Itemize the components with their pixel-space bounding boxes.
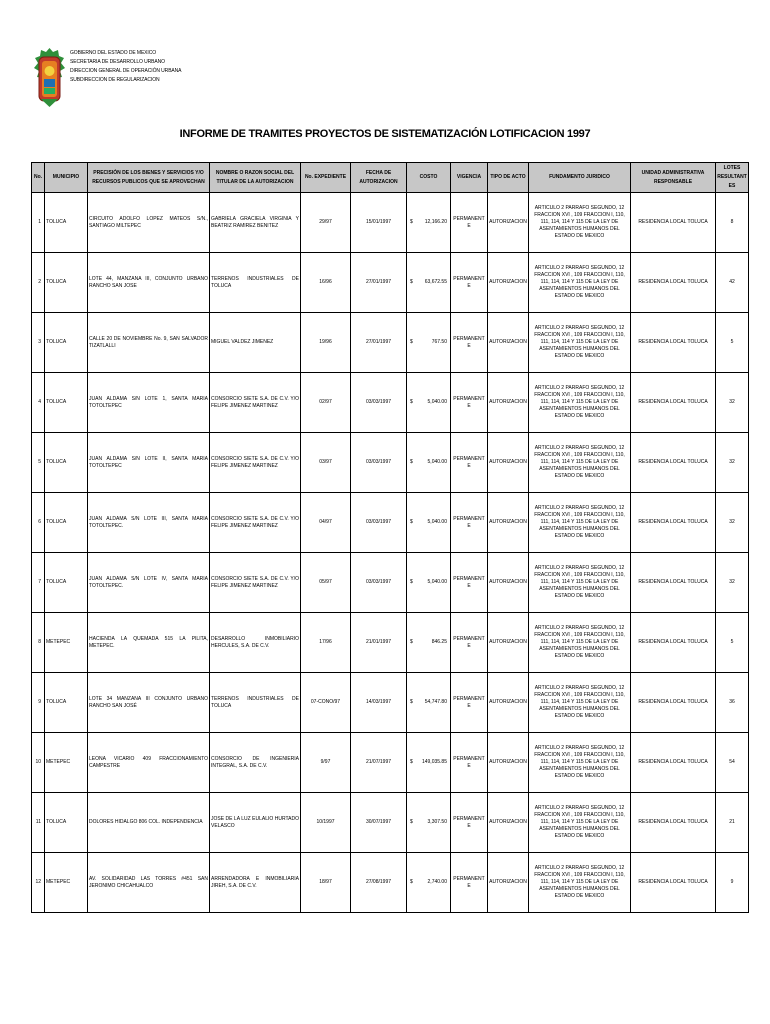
- col-header-fundamento: FUNDAMENTO JURIDICO: [529, 163, 631, 193]
- cell-municipio: TOLUCA: [45, 253, 88, 313]
- cell-vigencia: PERMANENTE: [451, 733, 488, 793]
- cell-tipo: AUTORIZACION: [488, 613, 529, 673]
- cell-no: 12: [32, 853, 45, 913]
- cell-fundamento: ARTICULO 2 PARRAFO SEGUNDO, 12 FRACCION XVI , 109 FRACCION I, 110, 111, 114, 114 Y 115 DE LA LEY DE ASENTAMIENTOS HUMANOS DEL ESTADO DE MEXICO: [529, 493, 631, 553]
- currency-symbol: $: [410, 819, 413, 825]
- cell-fecha: 27/08/1997: [351, 853, 407, 913]
- cell-unidad: RESIDENCIA LOCAL TOLUCA: [631, 193, 716, 253]
- cost-value: 846.25: [431, 639, 447, 645]
- cell-lotes: 32: [716, 553, 749, 613]
- cell-fundamento: ARTICULO 2 PARRAFO SEGUNDO, 12 FRACCION XVI , 109 FRACCION I, 110, 111, 114, 114 Y 115 DE LA LEY DE ASENTAMIENTOS HUMANOS DEL ESTADO DE MEXICO: [529, 193, 631, 253]
- cell-precision: LOTE 44, MANZANA III, CONJUNTO URBANO RANCHO SAN JOSE: [88, 253, 210, 313]
- cell-unidad: RESIDENCIA LOCAL TOLUCA: [631, 553, 716, 613]
- currency-symbol: $: [410, 459, 413, 465]
- cell-fundamento: ARTICULO 2 PARRAFO SEGUNDO, 12 FRACCION XVI , 109 FRACCION I, 110, 111, 114, 114 Y 115 DE LA LEY DE ASENTAMIENTOS HUMANOS DEL ESTADO DE MEXICO: [529, 733, 631, 793]
- cell-nombre: GABRIELA GRACIELA VIRGINIA Y BEATRIZ RAMIREZ BENITEZ: [210, 193, 301, 253]
- cell-expediente: 07-CONO/97: [301, 673, 351, 733]
- table-row: [32, 493, 749, 553]
- cell-no: 10: [32, 733, 45, 793]
- cell-tipo: AUTORIZACION: [488, 793, 529, 853]
- cell-costo: [407, 433, 451, 493]
- col-header-nombre: NOMBRE O RAZON SOCIAL DEL TITULAR DE LA AUTORIZACION: [210, 163, 301, 193]
- table-row: [32, 313, 749, 373]
- cell-fecha: 27/01/1997: [351, 313, 407, 373]
- cost-value: 5,040.00: [427, 579, 447, 585]
- cell-costo: [407, 853, 451, 913]
- cell-lotes: 36: [716, 673, 749, 733]
- cell-tipo: AUTORIZACION: [488, 433, 529, 493]
- cell-expediente: 9/97: [301, 733, 351, 793]
- currency-symbol: $: [410, 759, 413, 765]
- cell-nombre: TERRENOS INDUSTRIALES DE TOLUCA: [210, 253, 301, 313]
- currency-symbol: $: [410, 219, 413, 225]
- col-header-expediente: No. EXPEDIENTE: [301, 163, 351, 193]
- header-block: [70, 49, 181, 85]
- cell-vigencia: PERMANENTE: [451, 853, 488, 913]
- cell-nombre: CONSORCIO SIETE S.A. DE C.V. Y/O FELIPE JIMENEZ MARTINEZ: [210, 553, 301, 613]
- table-row: [32, 553, 749, 613]
- cost-value: 3,307.50: [427, 819, 447, 825]
- cell-municipio: TOLUCA: [45, 313, 88, 373]
- cell-precision: JUAN ALDAMA S/N LOTE II, SANTA MARIA TOTOLTEPEC: [88, 433, 210, 493]
- currency-symbol: $: [410, 579, 413, 585]
- cell-vigencia: PERMANENTE: [451, 193, 488, 253]
- table-row: [32, 673, 749, 733]
- cell-costo: [407, 313, 451, 373]
- cell-precision: CALLE 20 DE NOVIEMBRE No. 9, SAN SALVADOR TIZATLALLI: [88, 313, 210, 373]
- cell-tipo: AUTORIZACION: [488, 493, 529, 553]
- cell-lotes: 54: [716, 733, 749, 793]
- cell-unidad: RESIDENCIA LOCAL TOLUCA: [631, 433, 716, 493]
- cell-precision: JUAN ALDAMA S/N LOTE 1, SANTA MARIA TOTOLTEPEC: [88, 373, 210, 433]
- cell-costo: [407, 673, 451, 733]
- cell-fundamento: ARTICULO 2 PARRAFO SEGUNDO, 12 FRACCION XVI , 109 FRACCION I, 110, 111, 114, 114 Y 115 DE LA LEY DE ASENTAMIENTOS HUMANOS DEL ESTADO DE MEXICO: [529, 433, 631, 493]
- cell-costo: [407, 493, 451, 553]
- currency-symbol: $: [410, 879, 413, 885]
- cell-precision: DOLORES HIDALGO 806 COL. INDEPENDENCIA: [88, 793, 210, 853]
- cell-expediente: 18/97: [301, 853, 351, 913]
- cell-unidad: RESIDENCIA LOCAL TOLUCA: [631, 493, 716, 553]
- table-row: [32, 433, 749, 493]
- currency-symbol: $: [410, 519, 413, 525]
- table-header-row: [32, 163, 749, 193]
- report-title: INFORME DE TRAMITES PROYECTOS DE SISTEMATIZACIÓN LOTIFICACION 1997: [179, 128, 591, 140]
- cell-unidad: RESIDENCIA LOCAL TOLUCA: [631, 793, 716, 853]
- cell-municipio: TOLUCA: [45, 433, 88, 493]
- cell-fecha: 03/03/1997: [351, 433, 407, 493]
- cell-nombre: CONSORCIO SIETE S.A. DE C.V. Y/O FELIPE JIMENEZ MARTINEZ: [210, 373, 301, 433]
- cell-fundamento: ARTICULO 2 PARRAFO SEGUNDO, 12 FRACCION XVI , 109 FRACCION I, 110, 111, 114, 114 Y 115 DE LA LEY DE ASENTAMIENTOS HUMANOS DEL ESTADO DE MEXICO: [529, 253, 631, 313]
- cost-value: 5,040.00: [427, 399, 447, 405]
- currency-symbol: $: [410, 339, 413, 345]
- cell-municipio: METEPEC: [45, 853, 88, 913]
- cell-expediente: 04/97: [301, 493, 351, 553]
- cell-nombre: DESARROLLO INMOBILIARIO HERCULES, S.A. DE C.V.: [210, 613, 301, 673]
- tramites-table: [31, 162, 749, 913]
- cell-fecha: 14/03/1997: [351, 673, 407, 733]
- cell-fundamento: ARTICULO 2 PARRAFO SEGUNDO, 12 FRACCION XVI , 109 FRACCION I, 110, 111, 114, 114 Y 115 DE LA LEY DE ASENTAMIENTOS HUMANOS DEL ESTADO DE MEXICO: [529, 853, 631, 913]
- cell-precision: JUAN ALDAMA S/N LOTE IV, SANTA MARIA TOTOLTEPEC.: [88, 553, 210, 613]
- cell-no: 9: [32, 673, 45, 733]
- cell-tipo: AUTORIZACION: [488, 553, 529, 613]
- col-header-lotes: LOTES RESULTANTES: [716, 163, 749, 193]
- cell-lotes: 42: [716, 253, 749, 313]
- cost-value: 5,040.00: [427, 459, 447, 465]
- cell-lotes: 5: [716, 613, 749, 673]
- cell-nombre: CONSORCIO SIETE S.A. DE C.V. Y/O FELIPE JIMENEZ MARTINEZ: [210, 493, 301, 553]
- cell-vigencia: PERMANENTE: [451, 613, 488, 673]
- col-header-fecha: FECHA DE AUTORIZACION: [351, 163, 407, 193]
- cell-tipo: AUTORIZACION: [488, 673, 529, 733]
- cell-costo: [407, 793, 451, 853]
- header-line: GOBIERNO DEL ESTADO DE MEXICO: [70, 50, 157, 56]
- currency-symbol: $: [410, 639, 413, 645]
- cell-fundamento: ARTICULO 2 PARRAFO SEGUNDO, 12 FRACCION XVI , 109 FRACCION I, 110, 111, 114, 114 Y 115 DE LA LEY DE ASENTAMIENTOS HUMANOS DEL ESTADO DE MEXICO: [529, 373, 631, 433]
- cell-expediente: 29/97: [301, 193, 351, 253]
- cell-tipo: AUTORIZACION: [488, 193, 529, 253]
- cell-tipo: AUTORIZACION: [488, 313, 529, 373]
- cell-tipo: AUTORIZACION: [488, 253, 529, 313]
- cell-lotes: 21: [716, 793, 749, 853]
- cell-municipio: TOLUCA: [45, 673, 88, 733]
- cell-vigencia: PERMANENTE: [451, 253, 488, 313]
- cell-fundamento: ARTICULO 2 PARRAFO SEGUNDO, 12 FRACCION XVI , 109 FRACCION I, 110, 111, 114, 114 Y 115 DE LA LEY DE ASENTAMIENTOS HUMANOS DEL ESTADO DE MEXICO: [529, 613, 631, 673]
- cell-expediente: 19/96: [301, 313, 351, 373]
- cell-precision: AV. SOLIDARIDAD LAS TORRES #451 SAN JERONIMO CHICAHUALCO: [88, 853, 210, 913]
- cell-lotes: 32: [716, 493, 749, 553]
- cell-vigencia: PERMANENTE: [451, 673, 488, 733]
- cell-fecha: 15/01/1997: [351, 193, 407, 253]
- cost-value: 63,672.55: [424, 279, 447, 285]
- cost-value: 149,035.85: [421, 759, 447, 765]
- cell-vigencia: PERMANENTE: [451, 553, 488, 613]
- header-line: SECRETARIA DE DESARROLLO URBANO: [70, 59, 165, 65]
- cell-fecha: 03/03/1997: [351, 553, 407, 613]
- cell-fecha: 30/07/1997: [351, 793, 407, 853]
- cell-vigencia: PERMANENTE: [451, 433, 488, 493]
- currency-symbol: $: [410, 699, 413, 705]
- cell-no: 8: [32, 613, 45, 673]
- cell-vigencia: PERMANENTE: [451, 373, 488, 433]
- cell-nombre: MIGUEL VALDEZ JIMENEZ: [210, 313, 301, 373]
- col-header-municipio: MUNICIPIO: [45, 163, 88, 193]
- cell-nombre: CONSORCIO SIETE S.A. DE C.V. Y/O FELIPE JIMENEZ MARTINEZ: [210, 433, 301, 493]
- cell-expediente: 16/96: [301, 253, 351, 313]
- cell-nombre: JOSE DE LA LUZ EULALIO HURTADO VELASCO: [210, 793, 301, 853]
- cost-value: 54,747.80: [424, 699, 447, 705]
- cell-expediente: 03/97: [301, 433, 351, 493]
- cell-tipo: AUTORIZACION: [488, 733, 529, 793]
- cell-no: 6: [32, 493, 45, 553]
- cell-municipio: TOLUCA: [45, 793, 88, 853]
- cell-lotes: 32: [716, 373, 749, 433]
- cell-no: 4: [32, 373, 45, 433]
- cell-no: 3: [32, 313, 45, 373]
- cell-vigencia: PERMANENTE: [451, 313, 488, 373]
- cell-costo: [407, 253, 451, 313]
- cell-no: 1: [32, 193, 45, 253]
- table-row: [32, 253, 749, 313]
- cell-unidad: RESIDENCIA LOCAL TOLUCA: [631, 853, 716, 913]
- cell-precision: LEONA VICARIO 409 FRACCIONAMIENTO CAMPESTRE: [88, 733, 210, 793]
- header-line: DIRECCION GENERAL DE OPERACIÓN URBANA: [70, 68, 182, 74]
- col-header-precision: PRECISIÓN DE LOS BIENES Y SERVICIOS Y/O RECURSOS PUBLICOS QUE SE APROVECHAN: [88, 163, 210, 193]
- cell-vigencia: PERMANENTE: [451, 793, 488, 853]
- cell-tipo: AUTORIZACION: [488, 373, 529, 433]
- cell-expediente: 05/97: [301, 553, 351, 613]
- table-row: [32, 793, 749, 853]
- cell-precision: HACIENDA LA QUEMADA 515 LA PILITA, METEPEC.: [88, 613, 210, 673]
- cell-fecha: 03/03/1997: [351, 373, 407, 433]
- cell-costo: [407, 193, 451, 253]
- cell-fundamento: ARTICULO 2 PARRAFO SEGUNDO, 12 FRACCION XVI , 109 FRACCION I, 110, 111, 114, 114 Y 115 DE LA LEY DE ASENTAMIENTOS HUMANOS DEL ESTADO DE MEXICO: [529, 553, 631, 613]
- cell-expediente: 10/1997: [301, 793, 351, 853]
- cost-value: 5,040.00: [427, 519, 447, 525]
- cell-municipio: TOLUCA: [45, 193, 88, 253]
- cell-lotes: 5: [716, 313, 749, 373]
- cell-no: 11: [32, 793, 45, 853]
- col-header-vigencia: VIGENCIA: [451, 163, 488, 193]
- cell-municipio: TOLUCA: [45, 553, 88, 613]
- cell-lotes: 9: [716, 853, 749, 913]
- cell-precision: LOTE 34 MANZANA III CONJUNTO URBANO RANCHO SAN JOSÉ: [88, 673, 210, 733]
- cell-unidad: RESIDENCIA LOCAL TOLUCA: [631, 373, 716, 433]
- cell-precision: JUAN ALDAMA S/N LOTE III, SANTA MARIA TOTOLTEPEC.: [88, 493, 210, 553]
- table-row: [32, 193, 749, 253]
- cell-unidad: RESIDENCIA LOCAL TOLUCA: [631, 313, 716, 373]
- cell-lotes: 8: [716, 193, 749, 253]
- currency-symbol: $: [410, 399, 413, 405]
- cell-fundamento: ARTICULO 2 PARRAFO SEGUNDO, 12 FRACCION XVI , 109 FRACCION I, 110, 111, 114, 114 Y 115 DE LA LEY DE ASENTAMIENTOS HUMANOS DEL ESTADO DE MEXICO: [529, 673, 631, 733]
- cell-fundamento: ARTICULO 2 PARRAFO SEGUNDO, 12 FRACCION XVI , 109 FRACCION I, 110, 111, 114, 114 Y 115 DE LA LEY DE ASENTAMIENTOS HUMANOS DEL ESTADO DE MEXICO: [529, 313, 631, 373]
- cell-expediente: 17/96: [301, 613, 351, 673]
- cell-unidad: RESIDENCIA LOCAL TOLUCA: [631, 253, 716, 313]
- col-header-costo: COSTO: [407, 163, 451, 193]
- col-header-tipo: TIPO DE ACTO: [488, 163, 529, 193]
- header-line: SUBDIRECCION DE REGULARIZACION: [70, 77, 160, 83]
- cell-costo: [407, 373, 451, 433]
- cell-precision: CIRCUITO ADOLFO LOPEZ MATEOS S/N., SANTIAGO MILTEPEC: [88, 193, 210, 253]
- table-row: [32, 373, 749, 433]
- cell-municipio: TOLUCA: [45, 493, 88, 553]
- cell-unidad: RESIDENCIA LOCAL TOLUCA: [631, 613, 716, 673]
- cell-fecha: 27/01/1997: [351, 253, 407, 313]
- cell-fecha: 21/01/1997: [351, 613, 407, 673]
- col-header-no: No.: [32, 163, 45, 193]
- cell-municipio: TOLUCA: [45, 373, 88, 433]
- cell-fecha: 21/07/1997: [351, 733, 407, 793]
- currency-symbol: $: [410, 279, 413, 285]
- cell-costo: [407, 613, 451, 673]
- cost-value: 12,166.20: [424, 219, 447, 225]
- cost-value: 2,740.00: [427, 879, 447, 885]
- cell-unidad: RESIDENCIA LOCAL TOLUCA: [631, 673, 716, 733]
- cell-fecha: 03/03/1997: [351, 493, 407, 553]
- table-row: [32, 733, 749, 793]
- cell-no: 5: [32, 433, 45, 493]
- cell-unidad: RESIDENCIA LOCAL TOLUCA: [631, 733, 716, 793]
- table-row: [32, 853, 749, 913]
- state-coat-of-arms-logo: [33, 47, 66, 109]
- cell-costo: [407, 733, 451, 793]
- cell-municipio: METEPEC: [45, 613, 88, 673]
- cell-municipio: METEPEC: [45, 733, 88, 793]
- cell-nombre: CONSORCIO DE INGENIERIA INTEGRAL, S.A. DE C.V.: [210, 733, 301, 793]
- cell-no: 7: [32, 553, 45, 613]
- cell-nombre: ARRENDADORA E INMOBILIARIA JIREH, S.A. DE C.V.: [210, 853, 301, 913]
- cell-costo: [407, 553, 451, 613]
- table-row: [32, 613, 749, 673]
- cell-no: 2: [32, 253, 45, 313]
- cell-tipo: AUTORIZACION: [488, 853, 529, 913]
- col-header-unidad: UNIDAD ADMINISTRATIVA RESPONSABLE: [631, 163, 716, 193]
- cell-nombre: TERRENOS INDUSTRIALES DE TOLUCA: [210, 673, 301, 733]
- cell-vigencia: PERMANENTE: [451, 493, 488, 553]
- cost-value: 767.50: [431, 339, 447, 345]
- cell-lotes: 32: [716, 433, 749, 493]
- cell-expediente: 02/97: [301, 373, 351, 433]
- cell-fundamento: ARTICULO 2 PARRAFO SEGUNDO, 12 FRACCION XVI , 109 FRACCION I, 110, 111, 114, 114 Y 115 DE LA LEY DE ASENTAMIENTOS HUMANOS DEL ESTADO DE MEXICO: [529, 793, 631, 853]
